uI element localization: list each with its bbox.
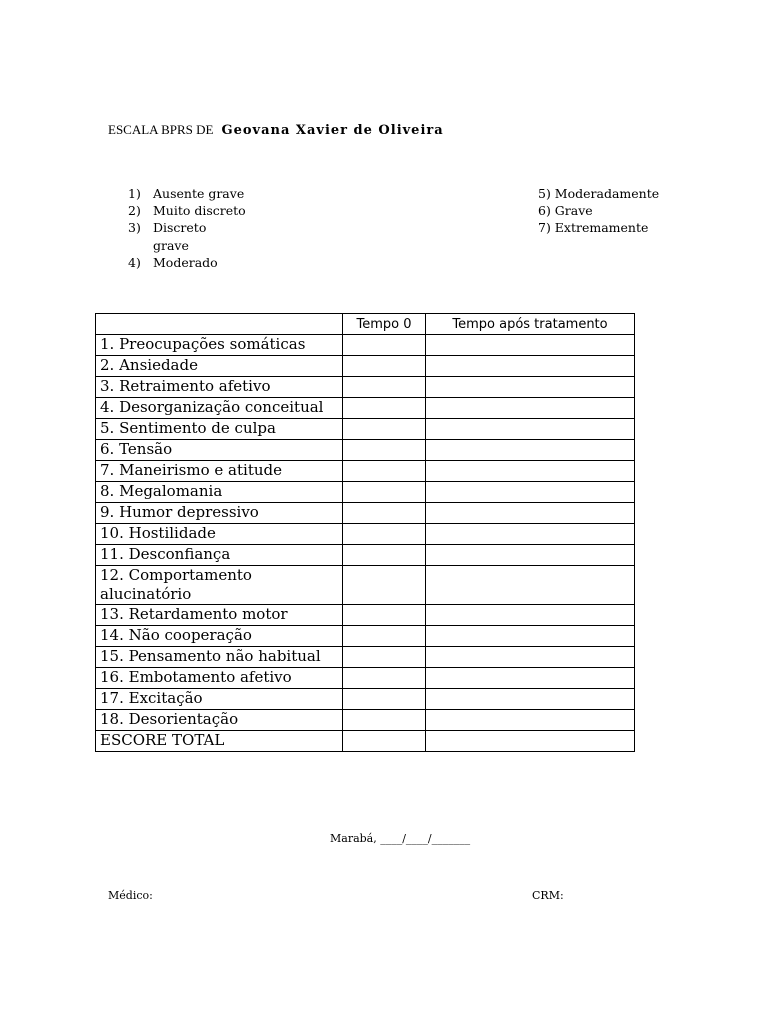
score-cell-tempo-0[interactable] xyxy=(343,335,426,356)
score-cell-tempo-0[interactable] xyxy=(343,461,426,482)
item-label: 12. Comportamento alucinatório xyxy=(96,566,343,605)
score-cell-tempo-apos[interactable] xyxy=(426,731,635,752)
scale-label: 7) Extremamente xyxy=(538,220,649,236)
item-label: 3. Retraimento afetivo xyxy=(96,377,343,398)
scale-label: Muito discreto xyxy=(153,203,246,219)
table-row xyxy=(96,377,635,398)
table-row xyxy=(96,335,635,356)
item-label: 4. Desorganização conceitual xyxy=(96,398,343,419)
item-label: 6. Tensão xyxy=(96,440,343,461)
score-cell-tempo-apos[interactable] xyxy=(426,335,635,356)
score-cell-tempo-0[interactable] xyxy=(343,647,426,668)
scale-item xyxy=(128,185,246,202)
table-row xyxy=(96,647,635,668)
score-cell-tempo-apos[interactable] xyxy=(426,605,635,626)
score-cell-tempo-apos[interactable] xyxy=(426,398,635,419)
medico-label: Médico: xyxy=(108,889,153,902)
table-row xyxy=(96,668,635,689)
score-cell-tempo-apos[interactable] xyxy=(426,524,635,545)
score-cell-tempo-0[interactable] xyxy=(343,482,426,503)
score-cell-tempo-0[interactable] xyxy=(343,731,426,752)
score-cell-tempo-apos[interactable] xyxy=(426,377,635,398)
place-date-line: Marabá, ____/____/_______ xyxy=(330,832,471,845)
score-cell-tempo-0[interactable] xyxy=(343,668,426,689)
item-label: 15. Pensamento não habitual xyxy=(96,647,343,668)
header-cell-tempo-apos: Tempo após tratamento xyxy=(426,314,635,335)
table-row xyxy=(96,605,635,626)
score-cell-tempo-0[interactable] xyxy=(343,689,426,710)
score-cell-tempo-apos[interactable] xyxy=(426,503,635,524)
score-cell-tempo-apos[interactable] xyxy=(426,668,635,689)
scale-label: 5) Moderadamente xyxy=(538,186,660,201)
item-label: 8. Megalomania xyxy=(96,482,343,503)
header-cell-item xyxy=(96,314,343,335)
table-row xyxy=(96,482,635,503)
score-cell-tempo-apos[interactable] xyxy=(426,545,635,566)
bprs-table xyxy=(95,313,635,752)
score-cell-tempo-apos[interactable] xyxy=(426,440,635,461)
table-row xyxy=(96,626,635,647)
scale-number: 1) xyxy=(128,186,141,201)
score-cell-tempo-apos[interactable] xyxy=(426,482,635,503)
score-cell-tempo-0[interactable] xyxy=(343,419,426,440)
score-cell-tempo-0[interactable] xyxy=(343,356,426,377)
scale-label: 6) Grave xyxy=(538,203,593,219)
scale-label: Ausente grave xyxy=(153,186,245,201)
score-cell-tempo-0[interactable] xyxy=(343,440,426,461)
item-label: 18. Desorientação xyxy=(96,710,343,731)
patient-name: Geovana Xavier de Oliveira xyxy=(221,123,444,138)
score-cell-tempo-apos[interactable] xyxy=(426,356,635,377)
item-label: 2. Ansiedade xyxy=(96,356,343,377)
scale-number: 3) xyxy=(128,220,141,236)
score-cell-tempo-0[interactable] xyxy=(343,566,426,605)
score-cell-tempo-apos[interactable] xyxy=(426,419,635,440)
crm-label: CRM: xyxy=(532,889,564,902)
scale-number: 4) xyxy=(128,254,141,270)
table-row xyxy=(96,710,635,731)
table-row xyxy=(96,419,635,440)
scale-legend-left xyxy=(128,185,246,271)
score-cell-tempo-0[interactable] xyxy=(343,710,426,731)
table-header-row xyxy=(96,314,635,335)
score-cell-tempo-apos[interactable] xyxy=(426,461,635,482)
score-cell-tempo-0[interactable] xyxy=(343,605,426,626)
title-prefix: ESCALA BPRS DE xyxy=(108,122,214,137)
document-title xyxy=(108,122,444,138)
scale-label: Moderado xyxy=(153,254,218,270)
score-cell-tempo-apos[interactable] xyxy=(426,566,635,605)
table-row xyxy=(96,398,635,419)
item-label: 17. Excitação xyxy=(96,689,343,710)
table-row xyxy=(96,356,635,377)
score-cell-tempo-0[interactable] xyxy=(343,545,426,566)
scale-item xyxy=(538,202,659,219)
table-row xyxy=(96,689,635,710)
scale-item xyxy=(128,202,246,219)
scale-number: 2) xyxy=(128,203,141,219)
item-label: 9. Humor depressivo xyxy=(96,503,343,524)
table-row xyxy=(96,545,635,566)
item-label: 10. Hostilidade xyxy=(96,524,343,545)
score-cell-tempo-0[interactable] xyxy=(343,377,426,398)
item-label: 14. Não cooperação xyxy=(96,626,343,647)
item-label: 7. Maneirismo e atitude xyxy=(96,461,343,482)
scale-item xyxy=(538,185,659,202)
score-cell-tempo-0[interactable] xyxy=(343,626,426,647)
score-cell-tempo-apos[interactable] xyxy=(426,689,635,710)
table-row xyxy=(96,524,635,545)
item-label: 16. Embotamento afetivo xyxy=(96,668,343,689)
header-cell-tempo-0: Tempo 0 xyxy=(343,314,426,335)
item-label: 13. Retardamento motor xyxy=(96,605,343,626)
table-row xyxy=(96,566,635,605)
item-label: 11. Desconfiança xyxy=(96,545,343,566)
item-label: 1. Preocupações somáticas xyxy=(96,335,343,356)
item-label: ESCORE TOTAL xyxy=(96,731,343,752)
scale-item xyxy=(128,219,246,253)
scale-item xyxy=(128,254,246,271)
scale-legend-right xyxy=(538,185,659,237)
score-cell-tempo-0[interactable] xyxy=(343,503,426,524)
table-row xyxy=(96,503,635,524)
scale-item xyxy=(538,219,659,236)
score-cell-tempo-apos[interactable] xyxy=(426,710,635,731)
scale-label: Discreto grave xyxy=(153,220,207,253)
score-cell-tempo-0[interactable] xyxy=(343,524,426,545)
score-cell-tempo-apos[interactable] xyxy=(426,626,635,647)
table-row xyxy=(96,731,635,752)
score-cell-tempo-0[interactable] xyxy=(343,398,426,419)
score-cell-tempo-apos[interactable] xyxy=(426,647,635,668)
table-row xyxy=(96,440,635,461)
item-label: 5. Sentimento de culpa xyxy=(96,419,343,440)
table-row xyxy=(96,461,635,482)
